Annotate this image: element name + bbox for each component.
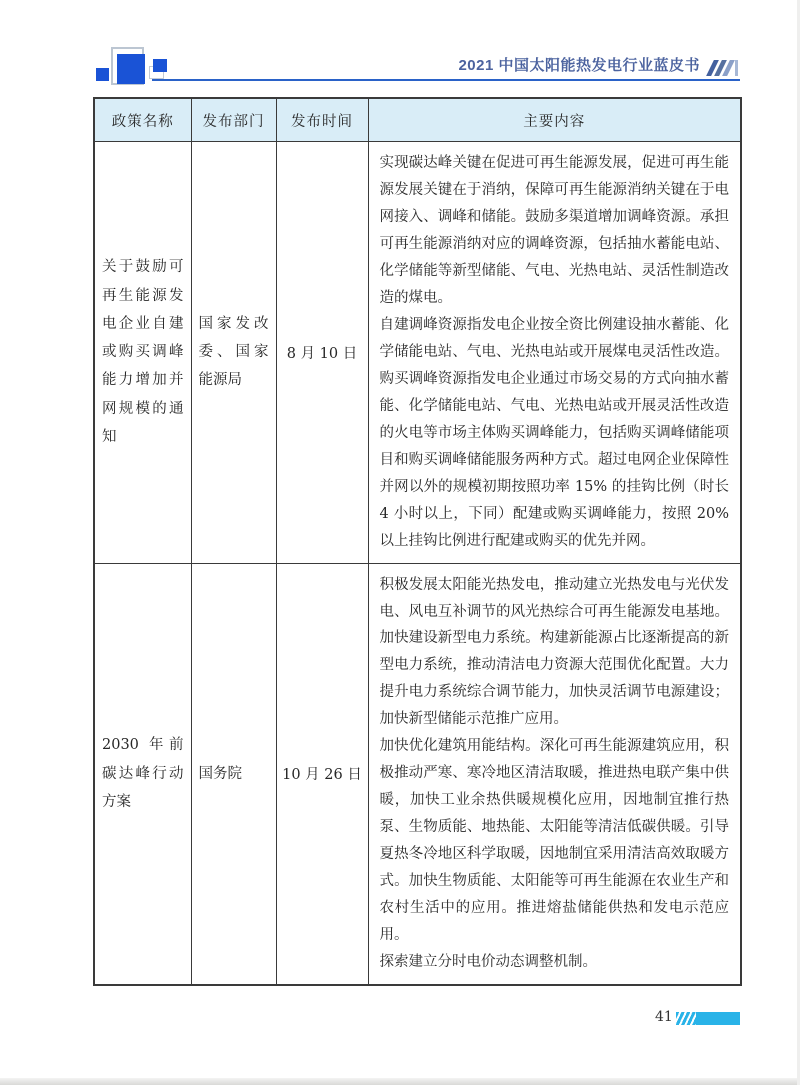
content-paragraph: 积极发展太阳能光热发电，推动建立光热发电与光伏发电、风电互补调节的风光热综合可再生能源发电基地。加快建设新型电力系统。构建新能源占比逐渐提高的新型电力系统，推动清洁电力资源大范围优化配置。大力提升电力系统综合调节能力，加快灵活调节电源建设；加快新型储能示范推广应用。 xyxy=(379,576,729,728)
department-cell: 国务院 xyxy=(191,563,276,985)
table-header-row xyxy=(94,98,741,142)
scan-bottom-edge xyxy=(0,1078,800,1085)
vertical-bar-icon xyxy=(735,60,738,76)
table-row xyxy=(94,142,741,564)
content-paragraph: 探索建立分时电价动态调整机制。 xyxy=(379,954,597,971)
column-header-main-content: 主要内容 xyxy=(368,98,741,142)
content-paragraph: 自建调峰资源指发电企业按全资比例建设抽水蓄能、化学储能电站、气电、光热电站或开展煤电灵活性改造。购买调峰资源指发电企业通过市场交易的方式向抽水蓄能、化学储能电站、气电、光热电站或开展灵活性改造的火电等市场主体购买调峰能力，包括购买调峰储能项目和购买调峰储能服务两种方式。超过电网企业保障性并网以外的规模初期按照功率 15% 的挂钩比例（时长 4 小时以上，下同）配建或购买调峰能力，按照 20% 以上挂钩比例进行配建或购买的优先并网。 xyxy=(379,316,729,549)
date-cell: 8 月 10 日 xyxy=(276,142,368,564)
column-header-policy-name: 政策名称 xyxy=(94,98,191,142)
policy-name-cell: 关于鼓励可再生能源发电企业自建或购买调峰能力增加并网规模的通知 xyxy=(94,142,191,564)
policy-name-cell: 2030 年前碳达峰行动方案 xyxy=(94,563,191,985)
logo-square-big xyxy=(117,54,145,84)
date-cell: 10 月 26 日 xyxy=(276,563,368,985)
main-content-cell xyxy=(368,142,741,564)
page-number: 41 xyxy=(655,1009,673,1025)
header-rule xyxy=(152,79,740,81)
column-header-issuing-department: 发布部门 xyxy=(191,98,276,142)
content-paragraph: 加快优化建筑用能结构。深化可再生能源建筑应用，积极推动严寒、寒冷地区清洁取暖，推进热电联产集中供暖，加快工业余热供暖规模化应用，因地制宜推行热泵、生物质能、地热能、太阳能等清洁低碳供暖。引导夏热冬冷地区科学取暖，因地制宜采用清洁高效取暖方式。加快生物质能、太阳能等可再生能源在农业生产和农村生活中的应用。推进熔盐储能供热和发电示范应用。 xyxy=(379,738,729,944)
logo-square-small-left xyxy=(96,68,109,81)
header-slashes-icon xyxy=(707,60,738,76)
logo-square-small-right xyxy=(153,59,167,72)
table-row xyxy=(94,563,741,985)
main-content-cell xyxy=(368,563,741,985)
content-paragraph: 实现碳达峰关键在促进可再生能源发展，促进可再生能源发展关键在于消纳，保障可再生能源消纳关键在于电网接入、调峰和储能。鼓励多渠道增加调峰资源。承担可再生能源消纳对应的调峰资源，包括抽水蓄能电站、化学储能等新型储能、气电、光热电站、灵活性制造改造的煤电。 xyxy=(379,155,729,306)
column-header-release-date: 发布时间 xyxy=(276,98,368,142)
department-cell: 国家发改委、国家能源局 xyxy=(191,142,276,564)
running-head-title: 2021 中国太阳能热发电行业蓝皮书 xyxy=(458,57,700,74)
footer-stripe-bar-icon xyxy=(676,1012,740,1025)
policy-table xyxy=(93,97,742,986)
